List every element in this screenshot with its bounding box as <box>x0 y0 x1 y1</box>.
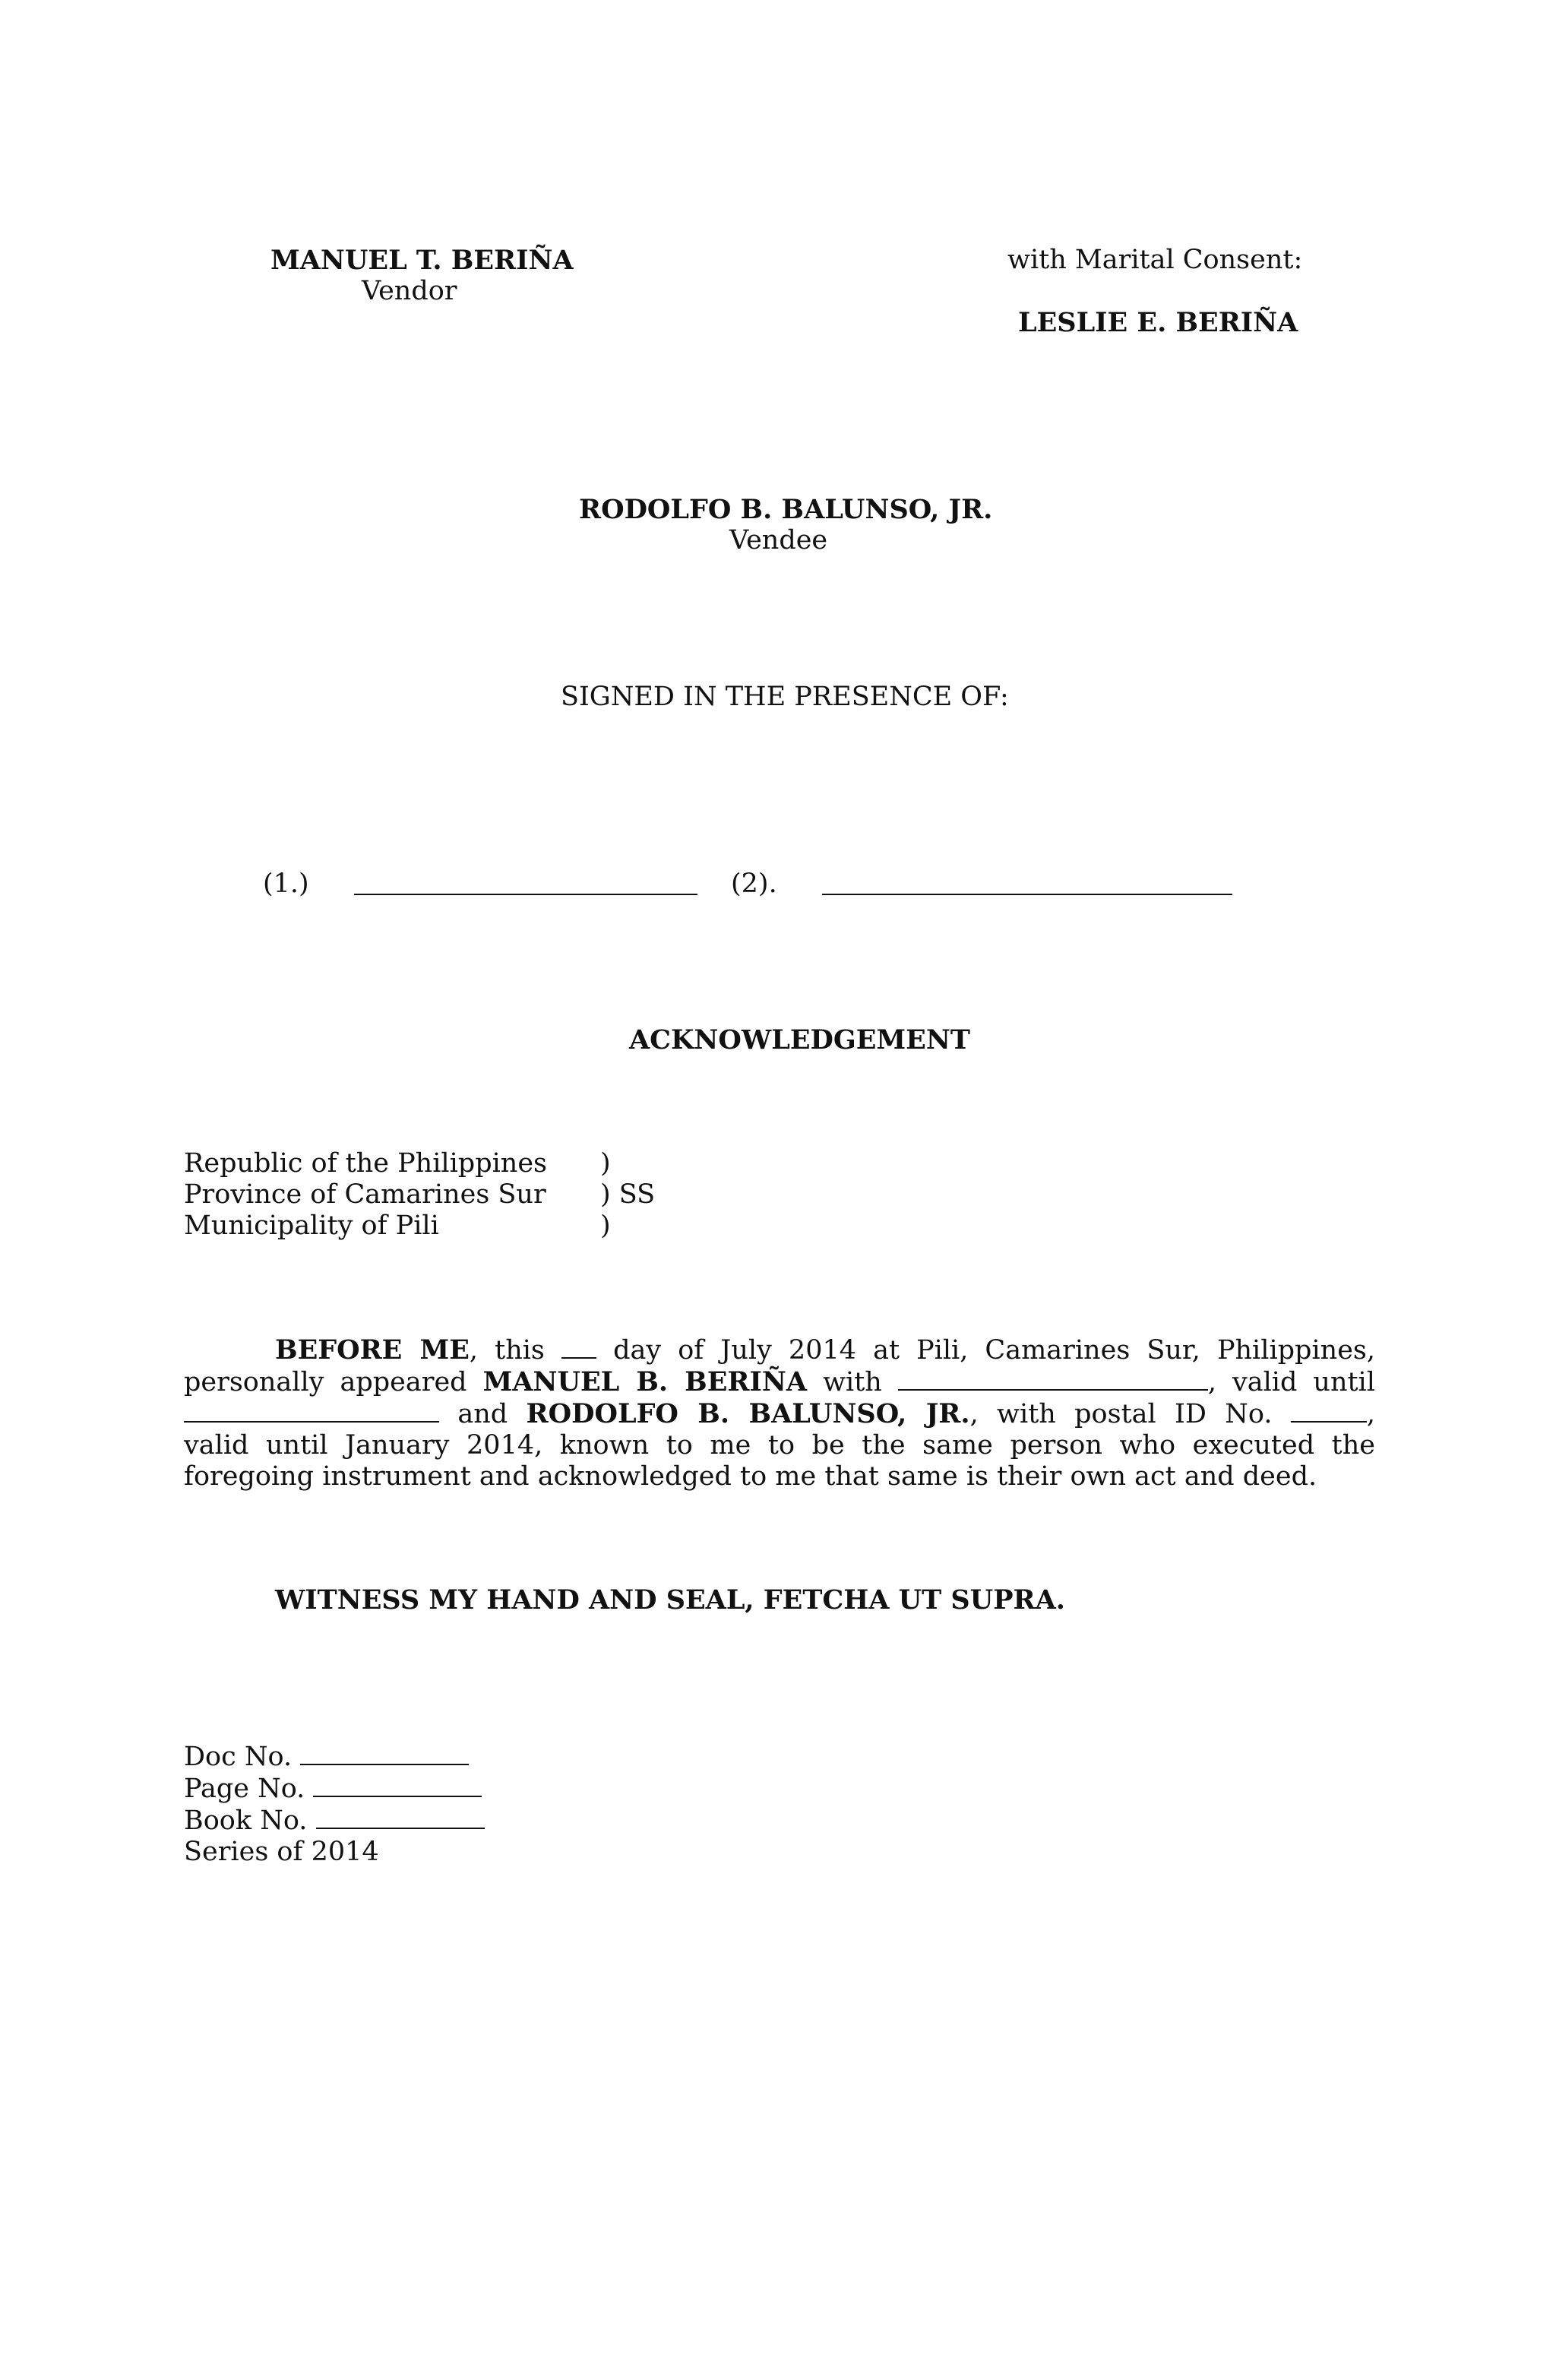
book-no-label: Book No. <box>184 1806 308 1836</box>
venue-mark: ) SS <box>600 1179 656 1210</box>
witness-signature-line-1 <box>354 894 697 895</box>
notarial-register <box>184 1741 485 1868</box>
venue-place: Municipality of Pili <box>184 1211 439 1241</box>
venue-line <box>184 1211 611 1242</box>
body-line-2 <box>184 1366 1375 1398</box>
vendor-role: Vendor <box>362 276 457 306</box>
body-text: , this <box>469 1335 545 1366</box>
postal-id-blank <box>1291 1398 1367 1423</box>
vendor-name: MANUEL T. BERIÑA <box>270 245 574 276</box>
page-no-row <box>184 1773 485 1805</box>
witness-heading: SIGNED IN THE PRESENCE OF: <box>561 682 1009 712</box>
name-manuel: MANUEL B. BERIÑA <box>482 1366 808 1397</box>
venue-place: Province of Camarines Sur <box>184 1179 546 1210</box>
doc-no-label: Doc No. <box>184 1742 293 1772</box>
vendee-name: RODOLFO B. BALUNSO, JR. <box>579 494 993 525</box>
body-line-4 <box>184 1430 1375 1461</box>
body-text: valid until January 2014, known to me to be the same person who executed the <box>184 1430 1375 1461</box>
witness-label-2: (2). <box>731 869 777 899</box>
body-text: personally appeared <box>184 1367 467 1397</box>
body-text: and <box>457 1399 508 1429</box>
acknowledgement-title: ACKNOWLEDGEMENT <box>629 1024 970 1055</box>
body-text: day of July 2014 at Pili, Camarines Sur, Philippines, <box>613 1335 1375 1366</box>
body-text: , <box>1366 1399 1375 1429</box>
book-no-blank <box>316 1805 485 1829</box>
doc-no-row <box>184 1741 485 1773</box>
id-blank <box>898 1366 1208 1391</box>
book-no-row <box>184 1805 485 1837</box>
acknowledgement-body <box>184 1334 1375 1492</box>
body-line-3 <box>184 1398 1375 1430</box>
doc-no-blank <box>300 1741 469 1765</box>
venue-line <box>184 1179 656 1211</box>
body-text: , with postal ID No. <box>969 1399 1273 1429</box>
name-rodolfo: RODOLFO B. BALUNSO, JR. <box>526 1398 970 1429</box>
body-text: foregoing instrument and acknowledged to me that same is their own act and deed. <box>184 1461 1317 1492</box>
valid-until-blank <box>184 1398 439 1423</box>
venue-mark: ) <box>600 1148 611 1179</box>
venue-line <box>184 1148 611 1179</box>
witness-signature-line-2 <box>822 894 1232 895</box>
body-text: , valid until <box>1207 1367 1375 1397</box>
venue-block <box>184 1148 656 1242</box>
page-no-blank <box>313 1773 482 1797</box>
venue-place: Republic of the Philippines <box>184 1148 548 1179</box>
day-blank <box>561 1334 596 1359</box>
consent-name: LESLIE E. BERIÑA <box>1018 307 1298 338</box>
body-text: with <box>823 1367 882 1397</box>
witness-label-1: (1.) <box>263 869 309 899</box>
page-no-label: Page No. <box>184 1774 305 1804</box>
witness-hand-seal: WITNESS MY HAND AND SEAL, FETCHA UT SUPRA. <box>275 1584 1065 1616</box>
vendee-role: Vendee <box>729 525 828 555</box>
body-line-1 <box>184 1334 1375 1366</box>
venue-mark: ) <box>600 1211 611 1241</box>
marital-consent-label: with Marital Consent: <box>1007 245 1303 275</box>
before-me: BEFORE ME <box>275 1334 470 1366</box>
series-row: Series of 2014 <box>184 1837 379 1867</box>
body-line-5 <box>184 1461 1375 1492</box>
